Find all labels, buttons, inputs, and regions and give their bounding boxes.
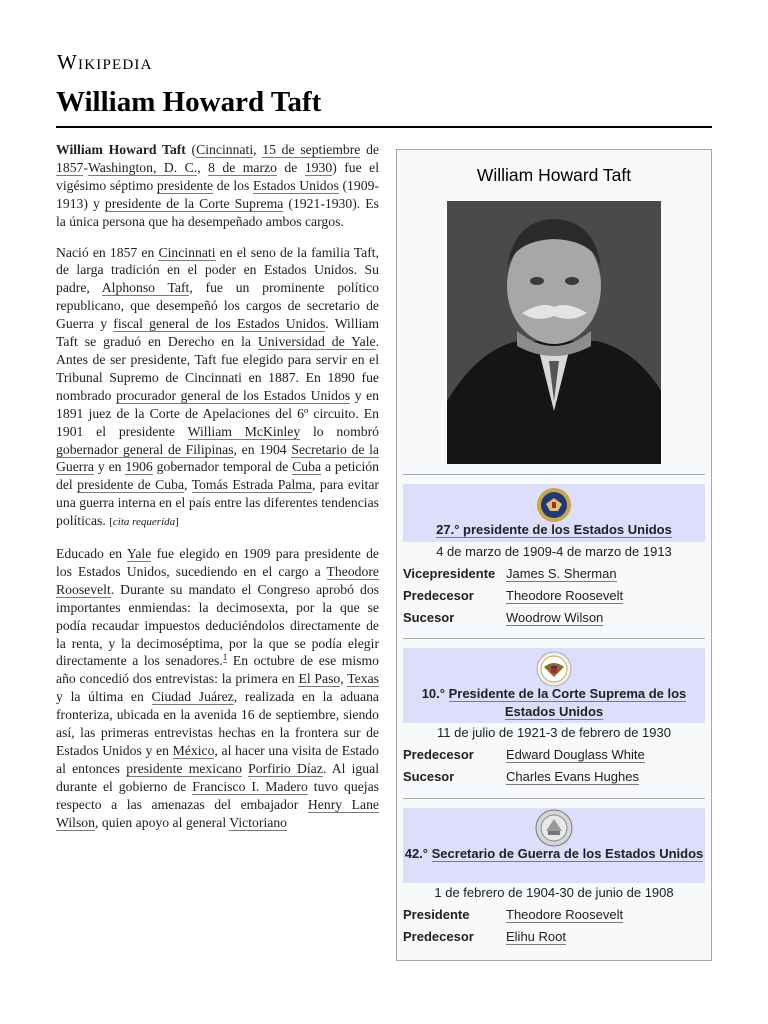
row-sucesor	[403, 610, 705, 628]
link-birth-date[interactable]: 15 de septiembre	[262, 142, 361, 157]
link-procurador-general[interactable]: procurador general de los Estados Unidos	[116, 387, 351, 403]
text: ) fue el vigésimo séptimo	[56, 159, 380, 193]
row-predecesor	[403, 747, 705, 765]
text: , fue un prominente político republicano, que desempeñó los cargos de secretario de Guerra y	[56, 280, 380, 332]
text: en el seno de la familia Taft, de larga tradición en el poder en Estados Unidos. Su padre,	[56, 244, 379, 296]
text: lo nombró	[300, 423, 379, 439]
text: de los	[213, 177, 254, 193]
text: tuvo quejas respecto a las amenazas del embajador	[56, 778, 380, 812]
text: ,	[340, 671, 348, 687]
presidential-seal-icon	[536, 487, 572, 523]
link-corte-suprema[interactable]: presidente de la Corte Suprema	[104, 195, 284, 211]
great-seal-icon	[536, 651, 572, 687]
office-header-president	[403, 484, 705, 542]
link-roosevelt[interactable]: Theodore Roosevelt	[506, 588, 624, 603]
row-sucesor	[403, 769, 705, 787]
office-link-secretary-war[interactable]: Secretario de Guerra de los Estados Unidos	[431, 846, 704, 861]
text: fue elegido en 1909 para presidente de los Estados Unidos, sucediendo en el cargo a	[56, 546, 379, 579]
link-secretario-guerra[interactable]: Secretario de la Guerra	[56, 441, 380, 475]
article-body	[56, 141, 379, 845]
office-title-chief-justice	[403, 685, 705, 721]
row-predecesor	[403, 929, 705, 947]
link-estados-unidos[interactable]: Estados Unidos	[253, 177, 339, 193]
row-presidente	[403, 907, 705, 925]
link-fiscal-general[interactable]: fiscal general de los Estados Unidos	[113, 316, 326, 332]
citation-needed-link[interactable]: cita requerida	[112, 516, 176, 529]
wikipedia-logo[interactable]	[57, 50, 153, 75]
text: y en	[94, 459, 126, 475]
link-roosevelt-2[interactable]: Theodore Roosevelt	[506, 907, 624, 922]
row-vicepresidente	[403, 566, 705, 584]
office-link-president[interactable]: 27.° presidente de los Estados Unidos	[436, 522, 672, 537]
link-presidente-mexicano[interactable]: presidente mexicano	[126, 760, 242, 776]
row-label: Predecesor	[403, 747, 474, 762]
term-dates-chief-justice: 11 de julio de 1921-3 de febrero de 1930	[437, 725, 671, 740]
link-mckinley[interactable]: William McKinley	[187, 423, 301, 439]
link-porfirio-diaz[interactable]: Porfirio Díaz	[248, 760, 323, 776]
text: ,	[253, 142, 263, 157]
row-predecesor	[403, 588, 705, 606]
portrait-image[interactable]	[447, 201, 661, 464]
link-texas[interactable]: Texas	[347, 671, 379, 687]
link-gobernador-filipinas[interactable]: gobernador general de Filipinas	[56, 441, 234, 457]
office-number: 42.°	[404, 846, 428, 861]
term-dates-president: 4 de marzo de 1909-4 de marzo de 1913	[436, 544, 672, 559]
text: -	[83, 159, 88, 175]
footnote-1[interactable]: 1	[222, 651, 228, 662]
portrait-photo	[447, 201, 661, 464]
text: ,	[197, 159, 209, 175]
link-victoriano[interactable]: Victoriano	[229, 814, 288, 830]
link-yale-university[interactable]: Universidad de Yale	[257, 334, 376, 350]
link-cuba[interactable]: Cuba	[292, 459, 322, 475]
office-number: 10.°	[421, 686, 445, 701]
link-root[interactable]: Elihu Root	[506, 929, 566, 944]
infobox	[396, 149, 712, 961]
logo-text: Wikipedia	[57, 50, 153, 74]
link-washington[interactable]: Washington, D. C.	[87, 159, 198, 175]
text: (	[185, 142, 197, 157]
link-estrada-palma[interactable]: Tomás Estrada Palma	[191, 477, 313, 493]
link-yale[interactable]: Yale	[126, 546, 152, 562]
office-header-chief-justice	[403, 648, 705, 723]
text: . William Taft se graduó en Derecho en la	[56, 316, 379, 350]
link-white[interactable]: Edward Douglass White	[506, 747, 645, 762]
link-presidente[interactable]: presidente	[156, 177, 214, 193]
link-death-date[interactable]: 8 de marzo	[208, 159, 277, 175]
infobox-divider	[403, 798, 705, 799]
infobox-divider	[403, 474, 705, 475]
office-title-secretary-war	[403, 845, 705, 863]
link-1930[interactable]: 1930	[304, 159, 333, 175]
link-cincinnati[interactable]: Cincinnati	[196, 142, 254, 157]
text: Nació en 1857 en	[56, 244, 159, 260]
text: , para evitar una guerra interna en el país entre las diferentes tendencias políticas.	[56, 477, 379, 529]
text: (1921-1930). Es la única persona que ha desempeñado ambos cargos.	[56, 195, 379, 229]
text: de	[360, 142, 380, 157]
text: . Antes de ser presidente, Taft fue elegido para servir en el Tribunal Supremo de Cincinnati en 1887. En 1890 fue nombrado	[56, 334, 380, 403]
link-sherman[interactable]: James S. Sherman	[506, 566, 617, 581]
link-henry-lane-wilson[interactable]: Henry Lane Wilson	[56, 796, 380, 830]
text: de	[276, 159, 305, 175]
subject-name: William Howard Taft	[56, 142, 186, 157]
link-madero[interactable]: Francisco I. Madero	[192, 778, 308, 794]
war-department-seal-icon	[535, 809, 573, 847]
text: y en 1891 juez de la Corte de Apelaciones del 6º circuito. En 1901 el presidente	[56, 387, 380, 439]
link-hughes[interactable]: Charles Evans Hughes	[506, 769, 639, 784]
text: , quien apoyo al general	[95, 814, 230, 830]
row-label: Predecesor	[403, 929, 474, 944]
text: ,	[184, 477, 192, 493]
text: , al hacer una visita de Estado al entonces	[56, 743, 379, 776]
link-wilson[interactable]: Woodrow Wilson	[506, 610, 604, 625]
page-title: William Howard Taft	[56, 86, 322, 118]
link-presidente-cuba[interactable]: presidente de Cuba	[77, 477, 185, 493]
row-label: Presidente	[403, 907, 470, 922]
citation-needed: [cita requerida]	[109, 516, 179, 529]
text: . Durante su mandato el Congreso aprobó dos importantes enmiendas: la decimosexta, por la que se podía recaudar impuestos deduciéndolos directamente de la renta, y la decimoséptima, por la que se podía elegir directamente a los senadores.	[56, 581, 379, 669]
link-cincinnati-2[interactable]: Cincinnati	[158, 244, 216, 260]
text: gobernador temporal de	[152, 459, 293, 475]
row-label: Sucesor	[403, 769, 455, 784]
link-alphonso-taft[interactable]: Alphonso Taft	[101, 280, 190, 296]
link-el-paso[interactable]: El Paso	[298, 671, 341, 687]
link-theodore-roosevelt[interactable]: Theodore Roosevelt	[56, 563, 379, 597]
text: (1909-1913) y	[56, 177, 379, 211]
link-1857[interactable]: 1857	[56, 159, 84, 175]
text: Educado en	[56, 546, 127, 562]
text: En octubre de ese mismo año concedió dos entrevistas: la primera en	[56, 653, 379, 687]
text: . Al igual durante el gobierno de	[56, 760, 379, 794]
title-divider	[56, 126, 712, 128]
term-dates-secretary-war: 1 de febrero de 1904-30 de junio de 1908	[434, 885, 674, 900]
infobox-divider	[403, 638, 705, 639]
office-title-president	[403, 521, 705, 539]
text: a petición del	[56, 459, 379, 493]
link-mexico[interactable]: México	[172, 743, 215, 758]
paragraph-presidency	[56, 545, 379, 832]
office-link-chief-justice[interactable]: Presidente de la Corte Suprema de los Estados Unidos	[448, 686, 687, 719]
row-label: Sucesor	[403, 610, 455, 625]
link-1906[interactable]: 1906	[125, 459, 153, 475]
paragraph-intro	[56, 141, 379, 231]
infobox-title: William Howard Taft	[476, 165, 632, 185]
row-label: Predecesor	[403, 588, 474, 603]
text: , en 1904	[233, 441, 292, 457]
text: , realizada en la aduana fronteriza, ubicada en la avenida 16 de septiembre, siendo así, las primeras entrevistas hechas en la frontera sur de Estados Unidos y en	[56, 689, 379, 758]
row-label: Vicepresidente	[403, 566, 496, 581]
link-ciudad-juarez[interactable]: Ciudad Juárez	[151, 689, 234, 705]
paragraph-early-life	[56, 244, 379, 533]
text: y la última en	[56, 689, 152, 705]
office-header-secretary-war	[403, 808, 705, 883]
